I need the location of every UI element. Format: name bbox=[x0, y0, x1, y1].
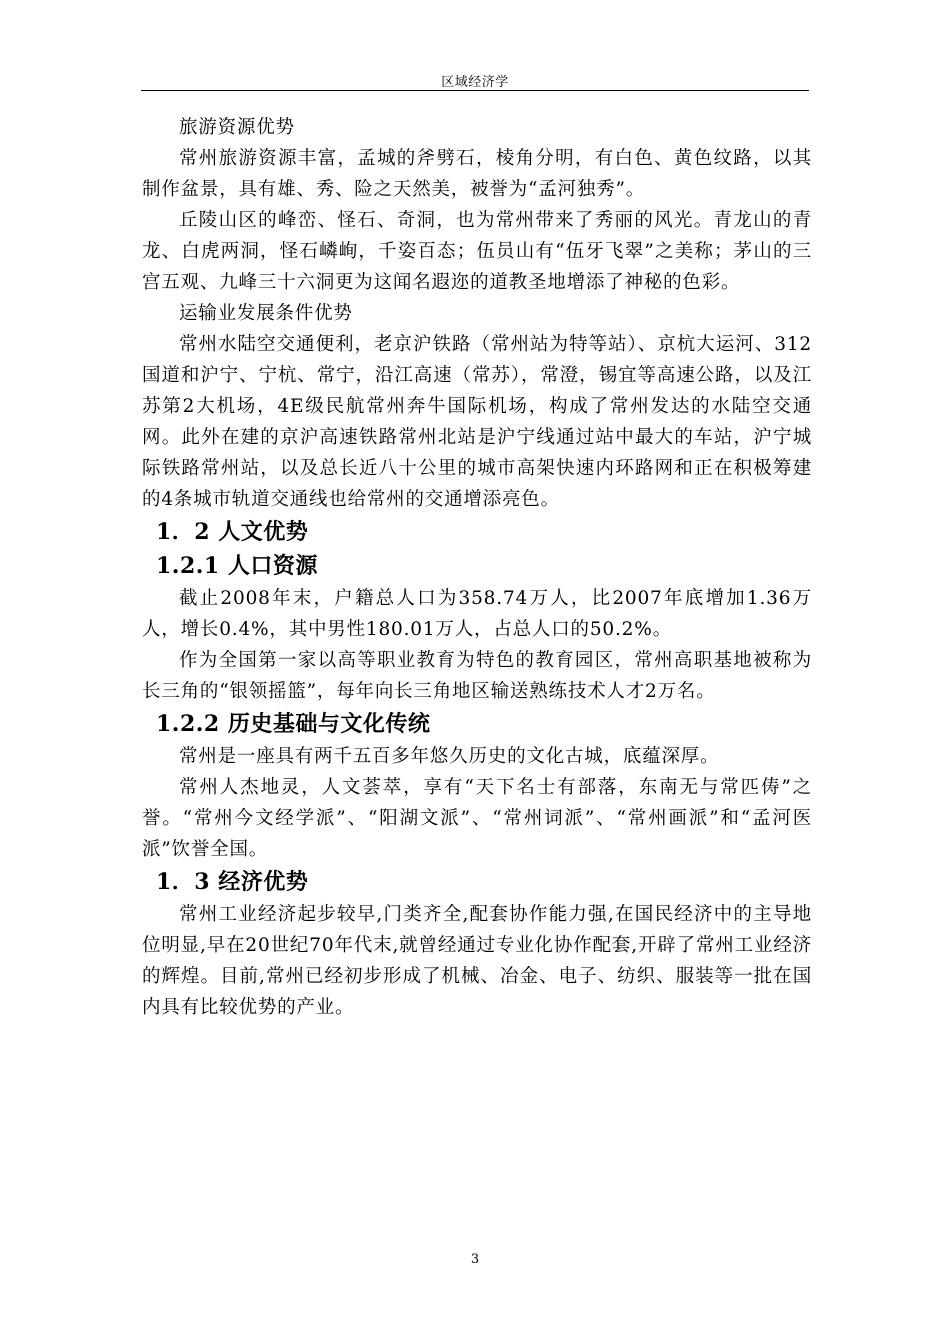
section-heading-1-2-2: 1.2.2 历史基础与文化传统 bbox=[156, 711, 431, 737]
section-heading-1-2-1: 1.2.1 人口资源 bbox=[156, 553, 318, 579]
header-title: 区域经济学 bbox=[441, 75, 509, 90]
page-number: 3 bbox=[470, 1252, 480, 1267]
document-body bbox=[142, 112, 812, 1023]
section-heading-1-2: 1．2 人文优势 bbox=[156, 519, 309, 545]
population-paragraph-1: 截止2008年末，户籍总人口为358.74万人，比2007年底增加1.36万人，增长0.4%，其中男性180.01万人，占总人口的50.2%。 bbox=[142, 588, 812, 640]
tourism-paragraph-2: 丘陵山区的峰峦、怪石、奇洞，也为常州带来了秀丽的风光。青龙山的青龙、白虎两洞，怪石嶙峋，千姿百态；伍员山有“伍牙飞翠”之美称；茅山的三宫五观、九峰三十六洞更为这闻名遐迩的道教圣地增添了神秘的色彩。 bbox=[142, 210, 812, 293]
transport-paragraph: 常州水陆空交通便利，老京沪铁路（常州站为特等站）、京杭大运河、312国道和沪宁、宁杭、常宁，沿江高速（常苏），常澄，锡宜等高速公路，以及江苏第2大机场，4E级民航常州奔牛国际机场，构成了常州发达的水陆空交通网。此外在建的京沪高速铁路常州北站是沪宁线通过站中最大的车站，沪宁城际铁路常州站，以及总长近八十公里的城市高架快速内环路网和正在积极筹建的4条城市轨道交通线也给常州的交通增添亮色。 bbox=[142, 334, 812, 510]
page-header bbox=[141, 70, 809, 91]
history-paragraph-2: 常州人杰地灵，人文荟萃，享有“天下名士有部落，东南无与常匹俦”之誉。“常州今文经学派”、“阳湖文派”、“常州词派”、“常州画派”和“孟河医派”饮誉全国。 bbox=[142, 777, 812, 860]
economy-paragraph: 常州工业经济起步较早,门类齐全,配套协作能力强,在国民经济中的主导地位明显,早在20世纪70年代末,就曾经通过专业化协作配套,开辟了常州工业经济的辉煌。目前,常州已经初步形成了机械、冶金、电子、纺织、服装等一批在国内具有比较优势的产业。 bbox=[142, 904, 812, 1018]
tourism-paragraph-1: 常州旅游资源丰富，孟城的斧劈石，棱角分明，有白色、黄色纹路，以其制作盆景，具有雄、秀、险之天然美，被誉为“孟河独秀”。 bbox=[142, 148, 812, 200]
tourism-subheading: 旅游资源优势 bbox=[179, 117, 295, 138]
section-heading-1-3: 1．3 经济优势 bbox=[156, 869, 309, 895]
transport-subheading: 运输业发展条件优势 bbox=[179, 303, 353, 324]
history-paragraph-1: 常州是一座具有两千五百多年悠久历史的文化古城，底蕴深厚。 bbox=[179, 746, 720, 767]
population-paragraph-2: 作为全国第一家以高等职业教育为特色的教育园区，常州高职基地被称为长三角的“银领摇篮”，每年向长三角地区输送熟练技术人才2万名。 bbox=[142, 650, 812, 702]
